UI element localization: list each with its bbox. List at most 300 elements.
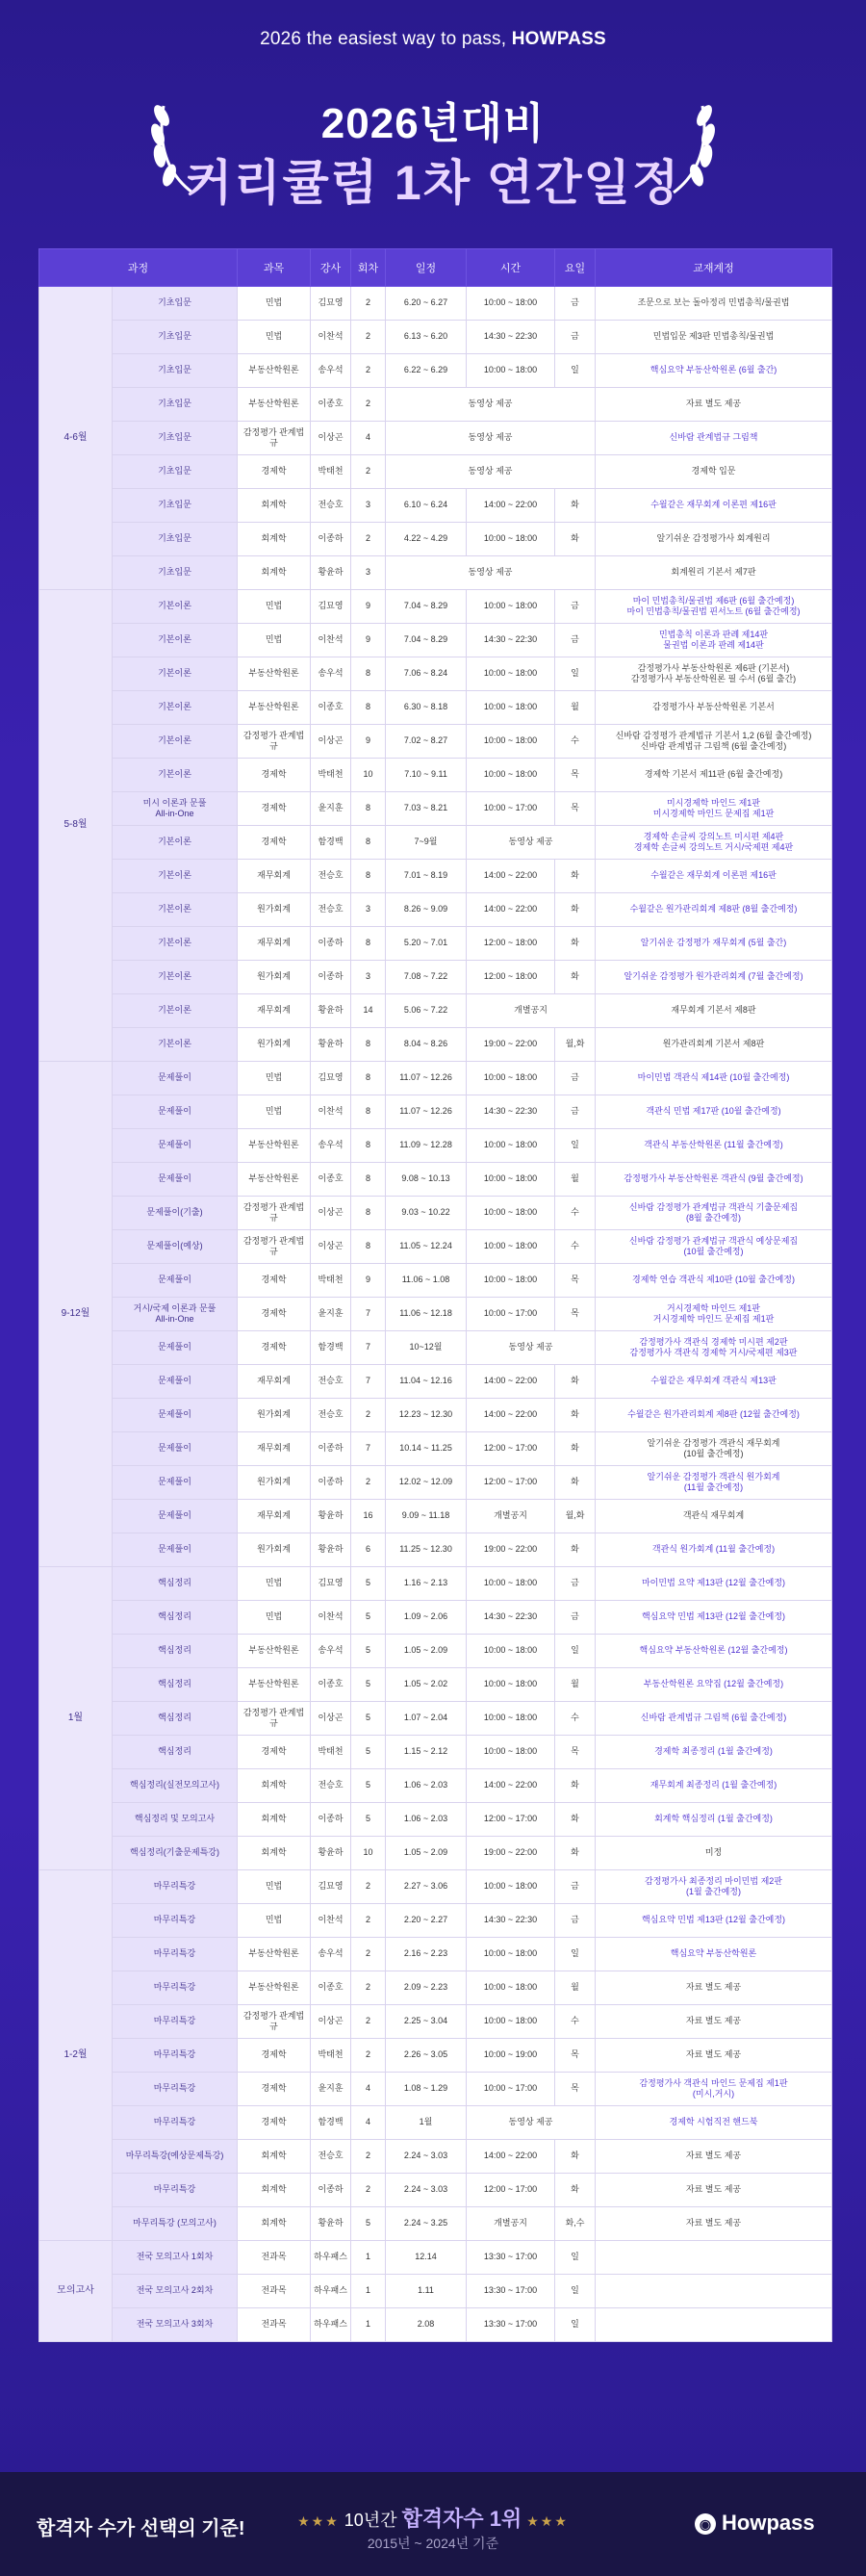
teacher-cell: 이종하 (311, 927, 351, 961)
subject-cell: 부동산학원론 (238, 1129, 311, 1163)
subject-cell: 원가회계 (238, 1399, 311, 1432)
teacher-cell: 함경백 (311, 2106, 351, 2140)
day-cell: 일 (555, 657, 596, 691)
count-cell: 4 (351, 422, 386, 455)
day-cell: 화 (555, 961, 596, 994)
table-row (39, 893, 832, 927)
day-cell: 금 (555, 1567, 596, 1601)
textbook-cell: 경제학 입문 (596, 455, 832, 489)
count-cell: 9 (351, 624, 386, 657)
count-cell: 5 (351, 1702, 386, 1736)
table-row (39, 590, 832, 624)
teacher-cell: 이찬석 (311, 1904, 351, 1938)
count-cell: 3 (351, 893, 386, 927)
teacher-cell: 하우패스 (311, 2241, 351, 2275)
subject-cell: 경제학 (238, 2039, 311, 2073)
teacher-cell: 황윤하 (311, 2207, 351, 2241)
course-cell: 기초입문 (113, 354, 238, 388)
schedule-cell: 11.06 ~ 1.08 (386, 1264, 467, 1298)
day-cell: 화 (555, 1399, 596, 1432)
tagline: 2026 the easiest way to pass, HOWPASS (260, 29, 606, 49)
count-cell: 7 (351, 1365, 386, 1399)
textbook-cell: 감정평가사 부동산학원론 제6판 (기본서) 감정평가사 부동산학원론 필 수서 (6월 출간) (596, 657, 832, 691)
subject-cell: 경제학 (238, 2073, 311, 2106)
course-cell: 마무리특강 (113, 1971, 238, 2005)
schedule-cell: 6.10 ~ 6.24 (386, 489, 467, 523)
table-row (39, 422, 832, 455)
day-cell: 화 (555, 1803, 596, 1837)
teacher-cell: 송우석 (311, 1129, 351, 1163)
header-day: 요일 (555, 249, 596, 287)
day-cell: 금 (555, 1870, 596, 1904)
course-cell: 마무리특강 (모의고사) (113, 2207, 238, 2241)
count-cell: 2 (351, 1399, 386, 1432)
count-cell: 8 (351, 1028, 386, 1062)
day-cell: 월 (555, 1668, 596, 1702)
teacher-cell: 이상곤 (311, 2005, 351, 2039)
time-cell: 10:00 ~ 18:00 (467, 759, 555, 792)
day-cell: 일 (555, 1938, 596, 1971)
course-cell: 기본이론 (113, 657, 238, 691)
header-time: 시간 (467, 249, 555, 287)
day-cell: 금 (555, 1904, 596, 1938)
day-cell: 월 (555, 1971, 596, 2005)
time-cell: 10:00 ~ 18:00 (467, 691, 555, 725)
subject-cell: 회계학 (238, 556, 311, 590)
course-cell: 거시/국제 이론과 문풀 All-in-One (113, 1298, 238, 1331)
teacher-cell: 황윤하 (311, 1028, 351, 1062)
subject-cell: 회계학 (238, 2174, 311, 2207)
count-cell: 5 (351, 1668, 386, 1702)
textbook-cell: 감정평가사 객관식 마인드 문제집 제1판 (미시,거시) (596, 2073, 832, 2106)
time-cell: 개별공지 (467, 1500, 555, 1533)
time-cell: 개별공지 (467, 2207, 555, 2241)
table-row (39, 2275, 832, 2308)
teacher-cell: 이종호 (311, 1163, 351, 1197)
course-cell: 문제풀이 (113, 1432, 238, 1466)
teacher-cell: 박태천 (311, 1264, 351, 1298)
textbook-cell: 핵심요약 민법 제13판 (12월 출간예정) (596, 1904, 832, 1938)
schedule-cell: 11.25 ~ 12.30 (386, 1533, 467, 1567)
time-cell: 12:00 ~ 17:00 (467, 1466, 555, 1500)
schedule-cell: 동영상 제공 (386, 388, 596, 422)
day-cell: 목 (555, 1736, 596, 1769)
subject-cell: 재무회계 (238, 860, 311, 893)
textbook-cell: 재무회계 기본서 제8판 (596, 994, 832, 1028)
textbook-cell: 경제학 연습 객관식 제10판 (10월 출간예정) (596, 1264, 832, 1298)
textbook-cell: 자료 별도 제공 (596, 388, 832, 422)
count-cell: 8 (351, 1129, 386, 1163)
schedule-cell: 2.25 ~ 3.04 (386, 2005, 467, 2039)
textbook-cell: 경제학 최종정리 (1월 출간예정) (596, 1736, 832, 1769)
subject-cell: 민법 (238, 1095, 311, 1129)
time-cell: 19:00 ~ 22:00 (467, 1028, 555, 1062)
day-cell: 화 (555, 489, 596, 523)
course-cell: 문제풀이 (113, 1500, 238, 1533)
subject-cell: 전과목 (238, 2308, 311, 2342)
count-cell: 5 (351, 1736, 386, 1769)
course-cell: 기본이론 (113, 826, 238, 860)
course-cell: 전국 모의고사 3회차 (113, 2308, 238, 2342)
teacher-cell: 박태천 (311, 2039, 351, 2073)
count-cell: 5 (351, 1601, 386, 1635)
count-cell: 3 (351, 489, 386, 523)
course-cell: 기초입문 (113, 556, 238, 590)
teacher-cell: 이종호 (311, 388, 351, 422)
table-row (39, 1837, 832, 1870)
schedule-cell: 7.01 ~ 8.19 (386, 860, 467, 893)
howpass-logo[interactable]: ◉ Howpass (695, 2511, 815, 2536)
count-cell: 2 (351, 287, 386, 321)
table-row (39, 1500, 832, 1533)
period-group-cell: 모의고사 (39, 2241, 113, 2342)
teacher-cell: 이종하 (311, 2174, 351, 2207)
time-cell: 동영상 제공 (467, 1331, 596, 1365)
time-cell: 13:30 ~ 17:00 (467, 2241, 555, 2275)
count-cell: 2 (351, 1904, 386, 1938)
course-cell: 기본이론 (113, 691, 238, 725)
schedule-cell: 11.07 ~ 12.26 (386, 1062, 467, 1095)
teacher-cell: 송우석 (311, 1938, 351, 1971)
textbook-cell: 미정 (596, 1837, 832, 1870)
textbook-cell: 민법입문 제3판 민법총칙/물권법 (596, 321, 832, 354)
time-cell: 12:00 ~ 17:00 (467, 1432, 555, 1466)
count-cell: 8 (351, 860, 386, 893)
logo-mark-icon: ◉ (695, 2513, 716, 2535)
course-cell: 기초입문 (113, 321, 238, 354)
subject-cell: 원가회계 (238, 961, 311, 994)
time-cell: 10:00 ~ 18:00 (467, 657, 555, 691)
day-cell: 금 (555, 1062, 596, 1095)
teacher-cell: 김묘영 (311, 590, 351, 624)
count-cell: 2 (351, 321, 386, 354)
teacher-cell: 김묘영 (311, 287, 351, 321)
textbook-cell: 핵심요약 부동산학원론 (6월 출간) (596, 354, 832, 388)
schedule-cell: 2.24 ~ 3.03 (386, 2140, 467, 2174)
table-row (39, 2073, 832, 2106)
time-cell: 10:00 ~ 18:00 (467, 1264, 555, 1298)
day-cell: 목 (555, 1298, 596, 1331)
course-cell: 기본이론 (113, 624, 238, 657)
count-cell: 7 (351, 1298, 386, 1331)
schedule-cell: 4.22 ~ 4.29 (386, 523, 467, 556)
subject-cell: 민법 (238, 321, 311, 354)
course-cell: 기초입문 (113, 287, 238, 321)
table-row (39, 994, 832, 1028)
day-cell: 월,화 (555, 1500, 596, 1533)
teacher-cell: 전승호 (311, 893, 351, 927)
teacher-cell: 송우석 (311, 1635, 351, 1668)
count-cell: 8 (351, 927, 386, 961)
teacher-cell: 함경백 (311, 1331, 351, 1365)
textbook-cell: 조문으로 보는 돌아정리 민법총칙/물권법 (596, 287, 832, 321)
teacher-cell: 이종하 (311, 1466, 351, 1500)
course-cell: 문제풀이 (113, 1399, 238, 1432)
schedule-cell: 1.15 ~ 2.12 (386, 1736, 467, 1769)
table-row (39, 1432, 832, 1466)
table-row (39, 759, 832, 792)
table-row (39, 2039, 832, 2073)
header-teacher: 강사 (311, 249, 351, 287)
time-cell: 12:00 ~ 17:00 (467, 1803, 555, 1837)
teacher-cell: 함경백 (311, 826, 351, 860)
subject-cell: 민법 (238, 287, 311, 321)
schedule-cell: 11.06 ~ 12.18 (386, 1298, 467, 1331)
schedule-cell: 12.23 ~ 12.30 (386, 1399, 467, 1432)
teacher-cell: 박태천 (311, 1736, 351, 1769)
table-row (39, 2207, 832, 2241)
day-cell: 수 (555, 1230, 596, 1264)
course-cell: 기본이론 (113, 1028, 238, 1062)
textbook-cell: 감정평가사 최종정리 마이민법 제2판 (1월 출간예정) (596, 1870, 832, 1904)
time-cell: 13:30 ~ 17:00 (467, 2308, 555, 2342)
table-row (39, 321, 832, 354)
count-cell: 10 (351, 1837, 386, 1870)
course-cell: 마무리특강 (113, 1938, 238, 1971)
table-row (39, 523, 832, 556)
time-cell: 14:30 ~ 22:30 (467, 624, 555, 657)
textbook-cell: 핵심요약 부동산학원론 (596, 1938, 832, 1971)
star-left-icon: ★★★ (297, 2513, 340, 2529)
time-cell: 10:00 ~ 18:00 (467, 1635, 555, 1668)
footer-banner (0, 2472, 866, 2576)
count-cell: 8 (351, 1197, 386, 1230)
schedule-cell: 2.08 (386, 2308, 467, 2342)
period-group-cell: 5-8월 (39, 590, 113, 1062)
subject-cell: 부동산학원론 (238, 691, 311, 725)
subject-cell: 민법 (238, 1904, 311, 1938)
time-cell: 10:00 ~ 18:00 (467, 287, 555, 321)
time-cell: 개별공지 (467, 994, 596, 1028)
day-cell: 목 (555, 2073, 596, 2106)
teacher-cell: 이상곤 (311, 422, 351, 455)
teacher-cell: 송우석 (311, 354, 351, 388)
course-cell: 마무리특강 (113, 2005, 238, 2039)
schedule-cell: 6.13 ~ 6.20 (386, 321, 467, 354)
time-cell: 14:30 ~ 22:30 (467, 1904, 555, 1938)
subject-cell: 감정평가 관계법규 (238, 422, 311, 455)
count-cell: 2 (351, 2140, 386, 2174)
day-cell: 수 (555, 1197, 596, 1230)
course-cell: 핵심정리 (113, 1736, 238, 1769)
time-cell: 14:00 ~ 22:00 (467, 1365, 555, 1399)
time-cell: 14:30 ~ 22:30 (467, 1601, 555, 1635)
schedule-cell: 11.09 ~ 12.28 (386, 1129, 467, 1163)
teacher-cell: 전승호 (311, 1399, 351, 1432)
count-cell: 5 (351, 1803, 386, 1837)
time-cell: 10:00 ~ 18:00 (467, 1062, 555, 1095)
rank-highlight: 합격자수 1위 (401, 2507, 522, 2531)
day-cell: 금 (555, 287, 596, 321)
textbook-cell: 경제학 기본서 제11판 (6월 출간예정) (596, 759, 832, 792)
day-cell: 화 (555, 1769, 596, 1803)
textbook-cell: 회계원리 기본서 제7판 (596, 556, 832, 590)
day-cell: 수 (555, 2005, 596, 2039)
time-cell: 14:00 ~ 22:00 (467, 1769, 555, 1803)
teacher-cell: 전승호 (311, 1769, 351, 1803)
rank-prefix: 10년간 (344, 2511, 397, 2530)
count-cell: 2 (351, 2174, 386, 2207)
schedule-cell: 9.09 ~ 11.18 (386, 1500, 467, 1533)
curriculum-table-container (38, 248, 831, 2342)
subject-cell: 재무회계 (238, 927, 311, 961)
time-cell: 10:00 ~ 18:00 (467, 1668, 555, 1702)
textbook-cell: 수월같은 원가관리회계 제8판 (8월 출간예정) (596, 893, 832, 927)
table-row (39, 1803, 832, 1837)
teacher-cell: 황윤하 (311, 1837, 351, 1870)
textbook-cell: 자료 별도 제공 (596, 2174, 832, 2207)
day-cell: 일 (555, 354, 596, 388)
textbook-cell: 신바람 감정평가 관계법규 객관식 기출문제집 (8월 출간예정) (596, 1197, 832, 1230)
table-row (39, 624, 832, 657)
textbook-cell: 자료 별도 제공 (596, 1971, 832, 2005)
schedule-cell: 동영상 제공 (386, 556, 596, 590)
day-cell: 금 (555, 624, 596, 657)
schedule-cell: 2.24 ~ 3.25 (386, 2207, 467, 2241)
textbook-cell (596, 2308, 832, 2342)
subject-cell: 전과목 (238, 2241, 311, 2275)
schedule-cell: 7.04 ~ 8.29 (386, 624, 467, 657)
teacher-cell: 하우패스 (311, 2308, 351, 2342)
count-cell: 8 (351, 1230, 386, 1264)
teacher-cell: 전승호 (311, 860, 351, 893)
count-cell: 8 (351, 826, 386, 860)
textbook-cell: 알기쉬운 감정평가 객관식 원가회계 (11월 출간예정) (596, 1466, 832, 1500)
count-cell: 6 (351, 1533, 386, 1567)
textbook-cell: 핵심요약 부동산학원론 (12월 출간예정) (596, 1635, 832, 1668)
course-cell: 마무리특강 (113, 2039, 238, 2073)
count-cell: 1 (351, 2241, 386, 2275)
course-cell: 핵심정리 (113, 1635, 238, 1668)
day-cell: 화 (555, 1432, 596, 1466)
textbook-cell: 마이민법 요약 제13판 (12월 출간예정) (596, 1567, 832, 1601)
subject-cell: 회계학 (238, 2140, 311, 2174)
subject-cell: 원가회계 (238, 1533, 311, 1567)
schedule-cell: 1.11 (386, 2275, 467, 2308)
schedule-cell: 6.30 ~ 8.18 (386, 691, 467, 725)
schedule-cell: 12.14 (386, 2241, 467, 2275)
count-cell: 8 (351, 1095, 386, 1129)
count-cell: 4 (351, 2073, 386, 2106)
textbook-cell: 감정평가사 부동산학원론 기본서 (596, 691, 832, 725)
textbook-cell: 자료 별도 제공 (596, 2207, 832, 2241)
table-row (39, 2308, 832, 2342)
period-group-cell: 1월 (39, 1567, 113, 1870)
time-cell: 12:00 ~ 17:00 (467, 2174, 555, 2207)
course-cell: 문제풀이 (113, 1533, 238, 1567)
table-row (39, 1365, 832, 1399)
day-cell: 목 (555, 759, 596, 792)
subject-cell: 부동산학원론 (238, 1971, 311, 2005)
textbook-cell: 자료 별도 제공 (596, 2005, 832, 2039)
table-row (39, 792, 832, 826)
teacher-cell: 황윤하 (311, 1533, 351, 1567)
subject-cell: 감정평가 관계법규 (238, 2005, 311, 2039)
subject-cell: 부동산학원론 (238, 1938, 311, 1971)
table-row (39, 657, 832, 691)
schedule-cell: 10.14 ~ 11.25 (386, 1432, 467, 1466)
course-cell: 기본이론 (113, 860, 238, 893)
textbook-cell: 수월같은 재무회계 객관식 제13판 (596, 1365, 832, 1399)
subject-cell: 부동산학원론 (238, 388, 311, 422)
teacher-cell: 이종호 (311, 691, 351, 725)
day-cell: 수 (555, 1702, 596, 1736)
table-row (39, 455, 832, 489)
count-cell: 2 (351, 455, 386, 489)
textbook-cell: 경제학 시험직전 핸드북 (596, 2106, 832, 2140)
day-cell: 화 (555, 893, 596, 927)
course-cell: 기본이론 (113, 994, 238, 1028)
time-cell: 10:00 ~ 17:00 (467, 1298, 555, 1331)
course-cell: 핵심정리 (113, 1567, 238, 1601)
subject-cell: 경제학 (238, 826, 311, 860)
textbook-cell: 신바람 관계법규 그림책 (6월 출간예정) (596, 1702, 832, 1736)
textbook-cell: 회계학 핵심정리 (1월 출간예정) (596, 1803, 832, 1837)
teacher-cell: 이종하 (311, 1803, 351, 1837)
course-cell: 기본이론 (113, 961, 238, 994)
course-cell: 문제풀이(기출) (113, 1197, 238, 1230)
count-cell: 2 (351, 2005, 386, 2039)
course-cell: 기초입문 (113, 489, 238, 523)
time-cell: 10:00 ~ 18:00 (467, 1971, 555, 2005)
table-row (39, 1230, 832, 1264)
header-course: 과정 (39, 249, 238, 287)
table-row (39, 1028, 832, 1062)
time-cell: 동영상 제공 (467, 2106, 596, 2140)
teacher-cell: 이종하 (311, 1432, 351, 1466)
table-row (39, 2140, 832, 2174)
schedule-cell: 2.09 ~ 2.23 (386, 1971, 467, 2005)
time-cell: 10:00 ~ 18:00 (467, 1197, 555, 1230)
subject-cell: 부동산학원론 (238, 354, 311, 388)
table-row (39, 1971, 832, 2005)
schedule-cell: 2.20 ~ 2.27 (386, 1904, 467, 1938)
subject-cell: 재무회계 (238, 994, 311, 1028)
subject-cell: 회계학 (238, 2207, 311, 2241)
teacher-cell: 이상곤 (311, 1702, 351, 1736)
time-cell: 10:00 ~ 18:00 (467, 1938, 555, 1971)
schedule-cell: 1.06 ~ 2.03 (386, 1803, 467, 1837)
count-cell: 3 (351, 961, 386, 994)
table-row (39, 1399, 832, 1432)
textbook-cell: 자료 별도 제공 (596, 2140, 832, 2174)
table-row (39, 287, 832, 321)
table-body (39, 287, 832, 2342)
table-row (39, 1062, 832, 1095)
schedule-cell: 9.03 ~ 10.22 (386, 1197, 467, 1230)
day-cell: 일 (555, 2275, 596, 2308)
count-cell: 2 (351, 2039, 386, 2073)
textbook-cell: 알기쉬운 감정평가 원가관리회계 (7월 출간예정) (596, 961, 832, 994)
period-group-cell: 9-12월 (39, 1062, 113, 1567)
count-cell: 5 (351, 1567, 386, 1601)
day-cell: 월,화 (555, 1028, 596, 1062)
time-cell: 동영상 제공 (467, 826, 596, 860)
textbook-cell: 감정평가사 부동산학원론 객관식 (9월 출간예정) (596, 1163, 832, 1197)
table-row (39, 961, 832, 994)
subject-cell: 회계학 (238, 1769, 311, 1803)
subject-cell: 회계학 (238, 523, 311, 556)
period-group-cell: 1-2월 (39, 1870, 113, 2241)
subject-cell: 부동산학원론 (238, 1635, 311, 1668)
count-cell: 1 (351, 2308, 386, 2342)
schedule-cell: 8.26 ~ 9.09 (386, 893, 467, 927)
time-cell: 10:00 ~ 18:00 (467, 725, 555, 759)
star-right-icon: ★★★ (526, 2513, 569, 2529)
textbook-cell: 객관식 재무회계 (596, 1500, 832, 1533)
course-cell: 문제풀이 (113, 1062, 238, 1095)
teacher-cell: 박태천 (311, 455, 351, 489)
